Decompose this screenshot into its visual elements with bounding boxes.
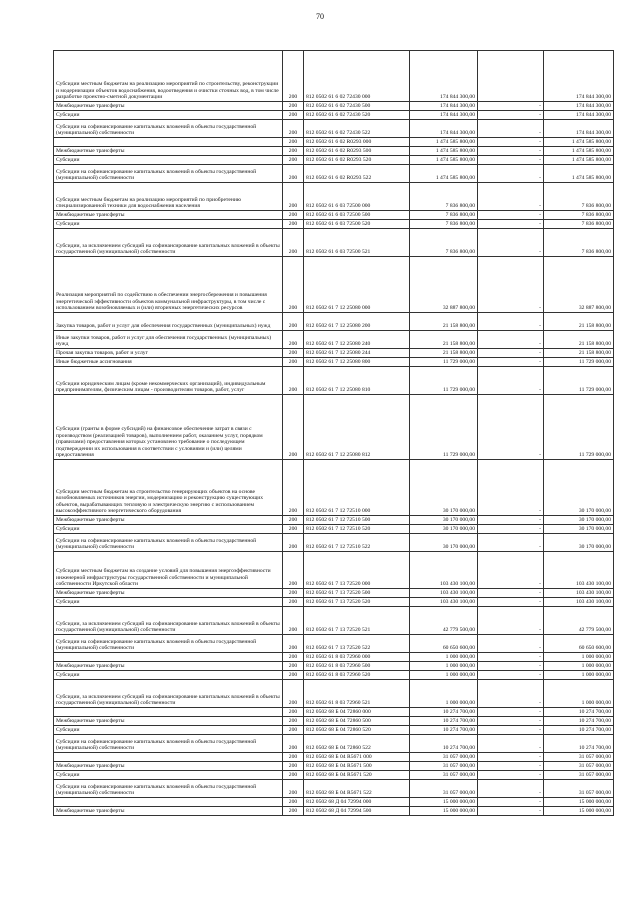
cell-exec	[478, 51, 544, 102]
cell-exec: -	[478, 156, 544, 165]
cell-rest: 42 779 500,00	[544, 607, 614, 635]
table-row	[54, 717, 614, 726]
cell-name: Субсидии на софинансирование капитальных вложений в объекты государственной (муниципальной) собственности	[54, 780, 283, 798]
cell-name: Межбюджетные трансферты	[54, 662, 283, 671]
cell-rest: 1 000 000,00	[544, 653, 614, 662]
cell-kbk: 812 0502 68 Б 04 72860 522	[304, 735, 410, 753]
cell-code: 200	[283, 102, 304, 111]
cell-exec: -	[478, 780, 544, 798]
cell-plan: 30 170 000,00	[410, 525, 478, 534]
cell-name: Иные закупки товаров, работ и услуг для обеспечения государственных (муниципальных) нужд	[54, 331, 283, 349]
cell-kbk: 812 0502 61 7 12 25080 000	[304, 257, 410, 313]
table-row	[54, 331, 614, 349]
cell-code: 200	[283, 120, 304, 138]
table-row	[54, 51, 614, 102]
table-row	[54, 138, 614, 147]
cell-rest: 1 474 585 800,00	[544, 156, 614, 165]
cell-plan: 7 836 800,00	[410, 183, 478, 211]
table-row	[54, 753, 614, 762]
cell-rest: 1 474 585 800,00	[544, 165, 614, 183]
cell-code: 200	[283, 708, 304, 717]
cell-code: 200	[283, 111, 304, 120]
cell-exec: -	[478, 183, 544, 211]
cell-code: 200	[283, 653, 304, 662]
cell-exec: -	[478, 349, 544, 358]
cell-name: Межбюджетные трансферты	[54, 147, 283, 156]
table-row	[54, 671, 614, 680]
table-row	[54, 771, 614, 780]
cell-code: 200	[283, 598, 304, 607]
cell-name: Межбюджетные трансферты	[54, 717, 283, 726]
table-row	[54, 460, 614, 516]
cell-rest: 7 836 800,00	[544, 220, 614, 229]
cell-exec: -	[478, 460, 544, 516]
cell-name: Субсидии на софинансирование капитальных вложений в объекты государственной (муниципальной) собственности	[54, 120, 283, 138]
cell-kbk: 812 0502 68 Б 04 R5671 522	[304, 780, 410, 798]
cell-plan: 1 000 000,00	[410, 662, 478, 671]
cell-exec: -	[478, 607, 544, 635]
cell-name: Субсидии	[54, 111, 283, 120]
cell-kbk: 812 0502 61 6 02 R0293 500	[304, 147, 410, 156]
cell-kbk: 812 0502 61 6 03 72500 521	[304, 229, 410, 257]
cell-name: Субсидии	[54, 771, 283, 780]
cell-name: Межбюджетные трансферты	[54, 589, 283, 598]
cell-kbk: 812 0502 61 7 12 25080 240	[304, 331, 410, 349]
table-row	[54, 653, 614, 662]
cell-kbk: 812 0502 61 7 12 72510 500	[304, 516, 410, 525]
cell-plan: 7 836 800,00	[410, 229, 478, 257]
cell-kbk: 812 0502 68 Б 04 R5671 000	[304, 753, 410, 762]
cell-exec: -	[478, 229, 544, 257]
cell-rest: 21 158 800,00	[544, 331, 614, 349]
cell-kbk: 812 0502 68 Б 04 R5671 500	[304, 762, 410, 771]
cell-plan: 1 474 585 800,00	[410, 138, 478, 147]
cell-plan: 174 844 300,00	[410, 111, 478, 120]
cell-rest: 11 729 000,00	[544, 367, 614, 395]
cell-code: 200	[283, 257, 304, 313]
cell-code: 200	[283, 165, 304, 183]
cell-code: 200	[283, 395, 304, 460]
cell-rest: 103 430 100,00	[544, 598, 614, 607]
cell-exec: -	[478, 653, 544, 662]
cell-name: Межбюджетные трансферты	[54, 102, 283, 111]
cell-name: Реализация мероприятий по содействию в обеспечении энергосбережения и повышения энергетической эффективности объектов коммунальной инфраструктуры, в том числе с использованием возобновляемых и (или) вторичных энергетических ресурсов	[54, 257, 283, 313]
cell-rest: 30 170 000,00	[544, 525, 614, 534]
cell-exec: -	[478, 552, 544, 589]
cell-rest: 31 057 000,00	[544, 780, 614, 798]
cell-exec: -	[478, 525, 544, 534]
cell-code: 200	[283, 607, 304, 635]
cell-name: Субсидии, за исключением субсидий на софинансирование капитальных вложений в объекты государственной (муниципальной) собственности	[54, 229, 283, 257]
cell-kbk: 812 0502 61 8 03 72960 520	[304, 671, 410, 680]
cell-rest: 7 836 800,00	[544, 183, 614, 211]
table-row	[54, 313, 614, 331]
cell-code: 200	[283, 662, 304, 671]
cell-plan: 7 836 800,00	[410, 211, 478, 220]
table-row	[54, 726, 614, 735]
table-row	[54, 525, 614, 534]
cell-exec: -	[478, 635, 544, 653]
cell-code: 200	[283, 762, 304, 771]
cell-code: 200	[283, 460, 304, 516]
cell-kbk: 812 0502 68 Б 04 72860 000	[304, 708, 410, 717]
cell-name	[54, 798, 283, 807]
cell-name: Субсидии на софинансирование капитальных вложений в объекты государственной (муниципальной) собственности	[54, 165, 283, 183]
cell-kbk: 812 0502 61 8 03 72960 500	[304, 662, 410, 671]
cell-exec: -	[478, 211, 544, 220]
cell-exec: -	[478, 598, 544, 607]
cell-code: 200	[283, 349, 304, 358]
cell-plan: 103 430 100,00	[410, 589, 478, 598]
table-row	[54, 807, 614, 816]
cell-code: 200	[283, 771, 304, 780]
table-row	[54, 735, 614, 753]
cell-rest: 21 158 800,00	[544, 349, 614, 358]
cell-name: Субсидии	[54, 156, 283, 165]
cell-kbk: 812 0502 61 6 03 72500 520	[304, 220, 410, 229]
cell-plan: 15 000 000,00	[410, 798, 478, 807]
table-row	[54, 165, 614, 183]
cell-rest: 10 274 700,00	[544, 708, 614, 717]
cell-rest: 103 430 100,00	[544, 552, 614, 589]
cell-name	[54, 138, 283, 147]
cell-plan: 1 000 000,00	[410, 653, 478, 662]
cell-exec: -	[478, 120, 544, 138]
table-row	[54, 680, 614, 708]
cell-kbk: 812 0502 61 7 13 72520 500	[304, 589, 410, 598]
cell-kbk: 812 0502 61 8 03 72960 000	[304, 653, 410, 662]
cell-name: Субсидии	[54, 671, 283, 680]
cell-name: Субсидии, за исключением субсидий на софинансирование капитальных вложений в объекты государственной (муниципальной) собственности	[54, 680, 283, 708]
cell-rest: 1 000 000,00	[544, 671, 614, 680]
cell-exec: -	[478, 589, 544, 598]
cell-code: 200	[283, 183, 304, 211]
table-row	[54, 598, 614, 607]
cell-name	[54, 653, 283, 662]
cell-name: Межбюджетные трансферты	[54, 762, 283, 771]
table-row	[54, 102, 614, 111]
table-row	[54, 183, 614, 211]
cell-plan: 31 057 000,00	[410, 753, 478, 762]
cell-exec: -	[478, 331, 544, 349]
table-row	[54, 780, 614, 798]
cell-kbk: 812 0502 68 Б 04 R5671 520	[304, 771, 410, 780]
table-row	[54, 662, 614, 671]
cell-rest: 103 430 100,00	[544, 589, 614, 598]
cell-kbk: 812 0502 61 7 12 72510 520	[304, 525, 410, 534]
cell-kbk: 812 0502 61 7 13 72520 520	[304, 598, 410, 607]
cell-name: Межбюджетные трансферты	[54, 211, 283, 220]
cell-exec: -	[478, 257, 544, 313]
cell-rest: 7 836 800,00	[544, 211, 614, 220]
cell-plan: 21 158 800,00	[410, 331, 478, 349]
cell-plan: 103 430 100,00	[410, 598, 478, 607]
cell-code: 200	[283, 525, 304, 534]
cell-exec: -	[478, 762, 544, 771]
cell-rest: 174 844 300,00	[544, 111, 614, 120]
cell-plan: 1 474 585 800,00	[410, 147, 478, 156]
cell-plan: 7 836 800,00	[410, 220, 478, 229]
cell-plan: 10 274 700,00	[410, 735, 478, 753]
cell-plan: 10 274 700,00	[410, 717, 478, 726]
cell-kbk: 812 0502 61 7 12 25080 244	[304, 349, 410, 358]
cell-code: 200	[283, 807, 304, 816]
cell-code: 200	[283, 798, 304, 807]
cell-plan: 31 057 000,00	[410, 771, 478, 780]
cell-kbk: 812 0502 61 6 02 72430 520	[304, 111, 410, 120]
cell-code: 200	[283, 534, 304, 552]
table-row	[54, 120, 614, 138]
cell-rest: 174 844 300,00	[544, 120, 614, 138]
cell-kbk: 812 0502 61 8 03 72960 521	[304, 680, 410, 708]
cell-plan: 1 000 000,00	[410, 680, 478, 708]
cell-kbk: 812 0502 61 7 12 72510 522	[304, 534, 410, 552]
cell-plan: 60 650 600,00	[410, 635, 478, 653]
table-row	[54, 211, 614, 220]
cell-exec: -	[478, 165, 544, 183]
table-row	[54, 349, 614, 358]
cell-kbk: 812 0502 61 7 13 72520 000	[304, 552, 410, 589]
cell-rest: 15 000 000,00	[544, 798, 614, 807]
table-row	[54, 358, 614, 367]
table-row	[54, 534, 614, 552]
cell-exec: -	[478, 662, 544, 671]
cell-name: Закупка товаров, работ и услуг для обеспечения государственных (муниципальных) нужд	[54, 313, 283, 331]
cell-plan: 11 729 000,00	[410, 395, 478, 460]
cell-name: Межбюджетные трансферты	[54, 516, 283, 525]
cell-exec: -	[478, 680, 544, 708]
cell-code: 200	[283, 717, 304, 726]
cell-code: 200	[283, 147, 304, 156]
cell-kbk: 812 0502 61 6 03 72500 500	[304, 211, 410, 220]
table-row	[54, 229, 614, 257]
cell-plan: 103 430 100,00	[410, 552, 478, 589]
cell-exec: -	[478, 516, 544, 525]
cell-exec: -	[478, 102, 544, 111]
cell-exec: -	[478, 671, 544, 680]
cell-name: Субсидии местным бюджетам на создание условий для повышения энергоэффективности инженерной инфраструктуры государственной собственности и муниципальной собственности Иркутской области	[54, 552, 283, 589]
table-row	[54, 111, 614, 120]
cell-kbk: 812 0502 61 6 02 R0293 522	[304, 165, 410, 183]
cell-plan: 1 000 000,00	[410, 671, 478, 680]
cell-plan: 174 844 300,00	[410, 51, 478, 102]
cell-exec: -	[478, 220, 544, 229]
cell-exec: -	[478, 708, 544, 717]
cell-plan: 174 844 300,00	[410, 120, 478, 138]
cell-kbk: 812 0502 61 6 03 72500 000	[304, 183, 410, 211]
cell-rest: 32 887 800,00	[544, 257, 614, 313]
cell-rest: 1 474 585 800,00	[544, 138, 614, 147]
cell-exec: -	[478, 717, 544, 726]
cell-name: Межбюджетные трансферты	[54, 807, 283, 816]
cell-plan: 30 170 000,00	[410, 534, 478, 552]
cell-name: Субсидии	[54, 220, 283, 229]
cell-name: Субсидии на софинансирование капитальных вложений в объекты государственной (муниципальной) собственности	[54, 534, 283, 552]
table-row	[54, 708, 614, 717]
cell-plan: 31 057 000,00	[410, 762, 478, 771]
cell-plan: 21 158 800,00	[410, 349, 478, 358]
cell-name: Субсидии на софинансирование капитальных вложений в объекты государственной (муниципальной) собственности	[54, 635, 283, 653]
cell-name: Субсидии местным бюджетам на строительство генерирующих объектов на основе возобновляемых источников энергии, модернизацию и реконструкцию существующих объектов, вырабатывающих тепловую и электрическую энергию с использованием высокоэффективного энергетического оборудования	[54, 460, 283, 516]
cell-kbk: 812 0502 61 7 12 25080 810	[304, 367, 410, 395]
cell-code: 200	[283, 229, 304, 257]
cell-rest: 1 000 000,00	[544, 680, 614, 708]
table-row	[54, 798, 614, 807]
cell-exec: -	[478, 147, 544, 156]
cell-rest: 11 729 000,00	[544, 358, 614, 367]
cell-plan: 32 887 800,00	[410, 257, 478, 313]
cell-plan: 30 170 000,00	[410, 516, 478, 525]
cell-kbk: 812 0502 61 6 02 R0293 000	[304, 138, 410, 147]
cell-plan: 42 779 500,00	[410, 607, 478, 635]
cell-rest: 11 729 000,00	[544, 395, 614, 460]
cell-kbk: 812 0502 68 Б 04 72860 500	[304, 717, 410, 726]
cell-code: 200	[283, 680, 304, 708]
cell-rest: 31 057 000,00	[544, 762, 614, 771]
table-row	[54, 147, 614, 156]
cell-exec: -	[478, 111, 544, 120]
cell-code: 200	[283, 313, 304, 331]
cell-rest: 1 000 000,00	[544, 662, 614, 671]
cell-name: Субсидии местным бюджетам на реализацию мероприятий по строительству, реконструкции и модернизации объектов водоснабжения, водоотведения и очистки сточных вод, в том числе разработке проектно-сметной документации	[54, 51, 283, 102]
cell-rest: 15 000 000,00	[544, 807, 614, 816]
cell-name	[54, 753, 283, 762]
table-row	[54, 220, 614, 229]
cell-kbk: 812 0502 61 7 13 72520 521	[304, 607, 410, 635]
cell-name: Иные бюджетные ассигнования	[54, 358, 283, 367]
cell-kbk: 812 0502 61 7 12 25080 812	[304, 395, 410, 460]
cell-exec: -	[478, 798, 544, 807]
cell-code: 200	[283, 635, 304, 653]
cell-code: 200	[283, 589, 304, 598]
cell-name: Субсидии	[54, 598, 283, 607]
cell-rest: 31 057 000,00	[544, 753, 614, 762]
cell-code: 200	[283, 516, 304, 525]
cell-code: 200	[283, 735, 304, 753]
table-row	[54, 762, 614, 771]
cell-exec: -	[478, 753, 544, 762]
cell-name: Субсидии	[54, 525, 283, 534]
cell-plan: 31 057 000,00	[410, 780, 478, 798]
cell-code: 200	[283, 51, 304, 102]
cell-kbk: 812 0502 61 6 02 72430 500	[304, 102, 410, 111]
cell-plan: 1 474 585 800,00	[410, 156, 478, 165]
cell-kbk: 812 0502 61 6 02 72430 000	[304, 51, 410, 102]
cell-plan: 30 170 000,00	[410, 460, 478, 516]
cell-rest: 60 650 600,00	[544, 635, 614, 653]
cell-code: 200	[283, 753, 304, 762]
cell-name	[54, 708, 283, 717]
cell-exec: -	[478, 138, 544, 147]
cell-code: 200	[283, 358, 304, 367]
cell-name: Субсидии	[54, 726, 283, 735]
cell-code: 200	[283, 138, 304, 147]
table-row	[54, 395, 614, 460]
cell-rest: 10 274 700,00	[544, 735, 614, 753]
cell-code: 200	[283, 780, 304, 798]
table-row	[54, 589, 614, 598]
cell-plan: 174 844 300,00	[410, 102, 478, 111]
cell-name: Субсидии (гранты в форме субсидий) на финансовое обеспечение затрат в связи с производством (реализацией товаров), выполнением работ, оказанием услуг, порядком (правилами) предоставления которых установлено требование о последующем подтверждении их использования в соответствии с условиями и (или) целями предоставления	[54, 395, 283, 460]
cell-code: 200	[283, 552, 304, 589]
cell-kbk: 812 0502 61 7 13 72520 522	[304, 635, 410, 653]
cell-plan: 11 729 000,00	[410, 358, 478, 367]
cell-name: Субсидии юридическим лицам (кроме некоммерческих организаций), индивидуальным предпринимателям, физическим лицам - производителям товаров, работ, услуг	[54, 367, 283, 395]
cell-exec: -	[478, 313, 544, 331]
cell-code: 200	[283, 367, 304, 395]
cell-exec: -	[478, 367, 544, 395]
cell-rest: 10 274 700,00	[544, 726, 614, 735]
cell-code: 200	[283, 211, 304, 220]
cell-rest: 7 836 800,00	[544, 229, 614, 257]
cell-exec: -	[478, 395, 544, 460]
cell-exec: -	[478, 771, 544, 780]
cell-name: Субсидии местным бюджетам на реализацию мероприятий по приобретению специализированной техники для водоснабжения населения	[54, 183, 283, 211]
cell-kbk: 812 0502 68 Б 04 72860 520	[304, 726, 410, 735]
cell-exec: -	[478, 807, 544, 816]
cell-kbk: 812 0502 68 Д 04 72994 000	[304, 798, 410, 807]
cell-rest: 30 170 000,00	[544, 516, 614, 525]
cell-rest: 21 158 800,00	[544, 313, 614, 331]
table-row	[54, 367, 614, 395]
budget-table-body	[54, 51, 614, 816]
cell-code: 200	[283, 220, 304, 229]
cell-rest: 174 844 300,00	[544, 51, 614, 102]
cell-kbk: 812 0502 61 7 12 25080 800	[304, 358, 410, 367]
cell-name: Субсидии на софинансирование капитальных вложений в объекты государственной (муниципальной) собственности	[54, 735, 283, 753]
cell-code: 200	[283, 671, 304, 680]
cell-exec: -	[478, 534, 544, 552]
cell-code: 200	[283, 156, 304, 165]
cell-rest: 31 057 000,00	[544, 771, 614, 780]
cell-rest: 10 274 700,00	[544, 717, 614, 726]
cell-exec: -	[478, 735, 544, 753]
table-row	[54, 635, 614, 653]
cell-plan: 15 000 000,00	[410, 807, 478, 816]
cell-code: 200	[283, 331, 304, 349]
cell-rest: 30 170 000,00	[544, 460, 614, 516]
cell-kbk: 812 0502 68 Д 04 72994 500	[304, 807, 410, 816]
table-row	[54, 552, 614, 589]
cell-plan: 10 274 700,00	[410, 708, 478, 717]
cell-plan: 11 729 000,00	[410, 367, 478, 395]
cell-rest: 174 844 300,00	[544, 102, 614, 111]
table-row	[54, 516, 614, 525]
cell-kbk: 812 0502 61 7 12 72510 000	[304, 460, 410, 516]
cell-code: 200	[283, 726, 304, 735]
cell-plan: 1 474 585 800,00	[410, 165, 478, 183]
cell-rest: 1 474 585 800,00	[544, 147, 614, 156]
cell-plan: 10 274 700,00	[410, 726, 478, 735]
cell-kbk: 812 0502 61 7 12 25080 200	[304, 313, 410, 331]
page-number: 70	[316, 12, 324, 21]
cell-exec: -	[478, 358, 544, 367]
table-row	[54, 257, 614, 313]
cell-name: Субсидии, за исключением субсидий на софинансирование капитальных вложений в объекты государственной (муниципальной) собственности	[54, 607, 283, 635]
table-row	[54, 156, 614, 165]
cell-plan: 21 158 800,00	[410, 313, 478, 331]
cell-kbk: 812 0502 61 6 02 72430 522	[304, 120, 410, 138]
table-row	[54, 607, 614, 635]
cell-kbk: 812 0502 61 6 02 R0293 520	[304, 156, 410, 165]
cell-exec: -	[478, 726, 544, 735]
budget-table	[53, 50, 614, 816]
cell-name: Прочая закупка товаров, работ и услуг	[54, 349, 283, 358]
cell-rest: 30 170 000,00	[544, 534, 614, 552]
